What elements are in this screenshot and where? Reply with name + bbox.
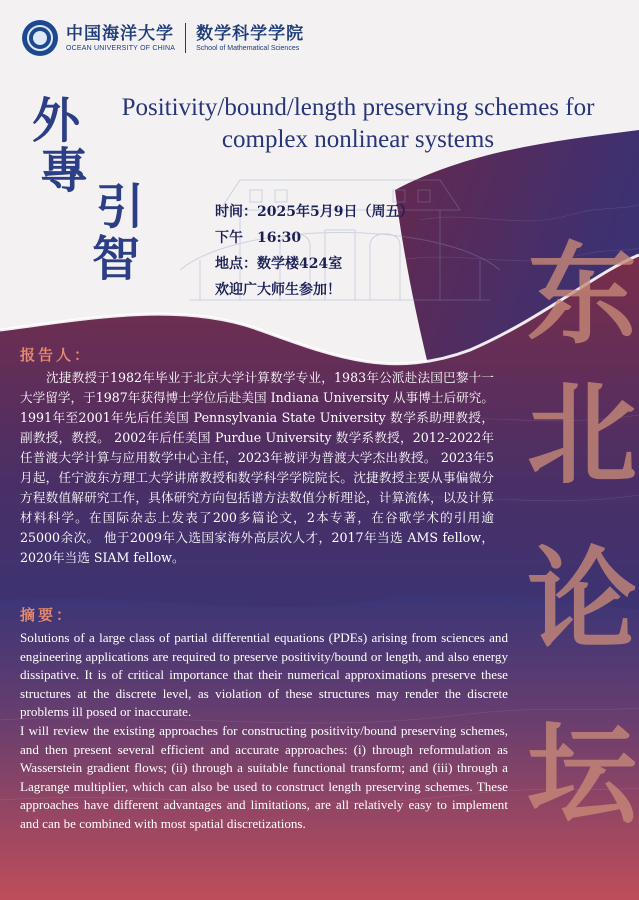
calligraphy-zhuan: 專 [40, 143, 89, 199]
speaker-label: 报告人： [20, 346, 93, 364]
calligraphy-dong: 东 [527, 230, 637, 359]
event-time: 时间：2025年5月9日（周五） [215, 204, 414, 220]
event-place: 地点：数学楼424室 [215, 256, 343, 272]
university-name [66, 24, 175, 53]
abstract-paragraph-1: Solutions of a large class of partial differential equations (PDEs) arising from sciences and engineering applications are required to preserve positivity/bound or length, and also energy dissipative. It is of critical importance that their numerical approximations preserve these structures at the discrete level, as violation of these structures may render the discrete problems ill posed or inaccurate. [20, 630, 508, 720]
event-welcome: 欢迎广大师生参加！ [215, 282, 341, 298]
school-name-cn: 数学科学学院 [196, 23, 305, 44]
event-time-afternoon: 下午 16:30 [215, 230, 302, 246]
header-divider [185, 23, 186, 53]
university-name-en: OCEAN UNIVERSITY OF CHINA [66, 44, 176, 52]
school-name-en: School of Mathematical Sciences [196, 44, 300, 52]
university-name-cn: 中国海洋大学 [66, 23, 174, 44]
abstract-paragraph-2: I will review the existing approaches for constructing positivity/bound preserving schemes, and then present several efficient and accurate approaches: (i) through reformulation as Wasserstein gradient flows; (ii) through a suitable functional transform; and (iii) through a Lagrange multiplier, which can also be used to construct length preserving schemes. These approaches have different advantages and limitations, are all relatively easy to implement and can be combined with most spatial discretizations. [20, 722, 508, 831]
calligraphy-bei: 北 [527, 370, 637, 499]
abstract [20, 629, 508, 834]
event-info [215, 199, 413, 303]
calligraphy-wai: 外 [32, 93, 81, 149]
calligraphy-lun: 论 [527, 535, 637, 664]
school-name [196, 24, 304, 53]
header [22, 18, 304, 58]
talk-title: Positivity/bound/length preserving schemes for complex nonlinear systems [121, 94, 595, 153]
speaker-bio: 沈捷教授于1982年毕业于北京大学计算数学专业，1983年公派赴法国巴黎十一大学留学，于1987年获得博士学位后赴美国 Indiana University 从事博士后研究。 1991年至2001年先后任美国 Pennsylvania State University 数学系助理教授，副教授，教授。 2002年后任美国 Purdue University 数学系教授，2012-2022年任普渡大学计算与应用数学中心主任，2023年被评为普渡大学杰出教授。 2023年5月起，任宁波东方理工大学讲席教授和数学科学学院院长。沈捷教授主要从事偏微分方程数值解研究工作，具体研究方向包括谱方法数值分析理论，计算流体，以及计算材料科学。在国际杂志上发表了200多篇论文，2本专著，在谷歌学术的引用逾25000余次。 他于2009年入选国家海外高层次人才，2017年当选 AMS fellow，2020年当选 SIAM fellow。 [20, 370, 494, 565]
calligraphy-tan: 坛 [527, 710, 637, 839]
abstract-label: 摘要： [20, 606, 75, 624]
calligraphy-yin: 引 [96, 179, 145, 235]
university-logo [22, 20, 58, 56]
calligraphy-zhi: 智 [92, 231, 141, 287]
